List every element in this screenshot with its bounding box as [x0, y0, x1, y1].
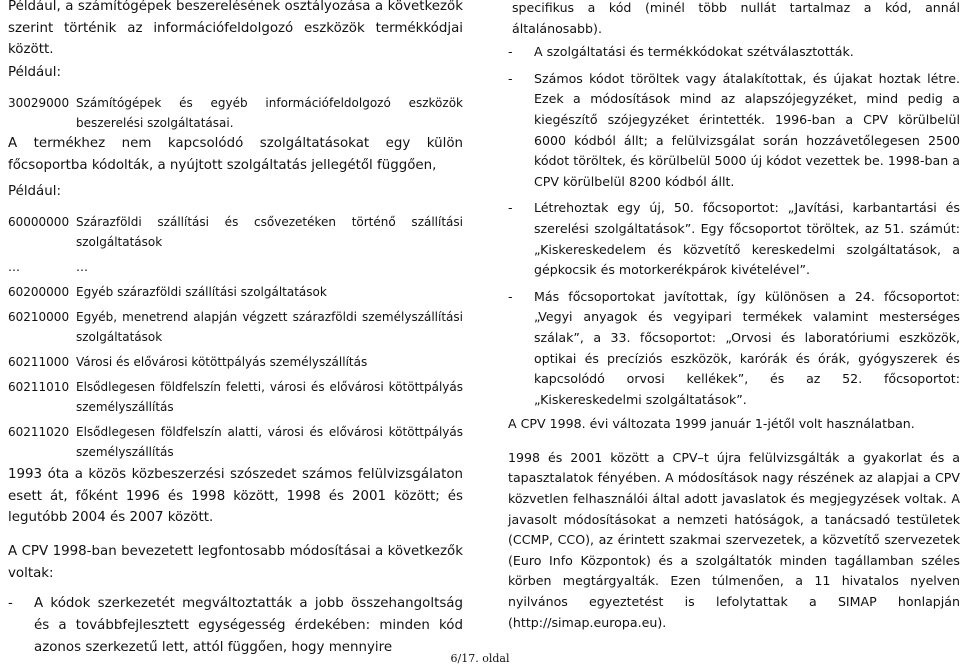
right-column — [508, 0, 960, 633]
code-row — [8, 282, 463, 302]
changes-list-left — [8, 593, 463, 659]
list-item — [8, 593, 463, 659]
list-item-text: Más főcsoportokat javítottak, így különösen a 24. főcsoportot: „Vegyi anyagok és vegyipari termékek valamint mesterséges szálak”, a 33. főcsoportot: „Orvosi és laboratóriumi eszközök, optikai és precíziós eszközök, karórák és órák, gyógyszerek és kapcsolódó orvosi kellékek”, és az 52. főcsoportot: „Kiskereskedelmi szolgáltatások”. — [534, 288, 960, 407]
code-table-1 — [8, 93, 463, 133]
dash-bullet: - — [8, 596, 13, 612]
intro-paragraph: Például, a számítógépek beszerelésének osztályozása a következők szerint történik az információfeldolgozó eszközök termékkódjai között. — [8, 0, 463, 58]
page-number: 6/17. oldal — [450, 652, 510, 665]
cpv-code: 60000000 — [8, 215, 70, 230]
code-row — [8, 352, 463, 372]
code-row — [8, 257, 463, 277]
cpv-code: 60200000 — [8, 285, 70, 300]
cpv-description: Egyéb szárazföldi szállítási szolgáltatások — [76, 285, 327, 300]
code-row — [8, 377, 463, 417]
cpv-description: Elsődlegesen földfelszín feletti, városi és elővárosi kötöttpályás személyszállítás — [76, 380, 463, 415]
cpv-description: Városi és elővárosi kötöttpályás személyszállítás — [76, 355, 368, 370]
cpv-description: … — [76, 260, 88, 275]
cpv-code: 30029000 — [8, 96, 70, 111]
continuation-text: specifikus a kód (minél több nullát tartalmaz a kód, annál általánosabb). — [512, 0, 960, 36]
code-row — [8, 422, 463, 462]
cpv-description: Szárazföldi szállítási és csővezetéken történő szállítási szolgáltatások — [76, 215, 463, 250]
paragraph-services: A termékhez nem kapcsolódó szolgáltatásokat egy külön főcsoportba kódolták, a nyújtott szolgáltatás jellegétől függően, — [8, 136, 463, 173]
cpv-description: Számítógépek és egyéb információfeldolgozó eszközök beszerelési szolgáltatásai. — [76, 96, 463, 131]
paragraph-cpv-1998: A CPV 1998. évi változata 1999 január 1-jétől volt használatban. — [508, 416, 915, 432]
dash-bullet: - — [508, 200, 513, 216]
cpv-code: 60211000 — [8, 355, 70, 370]
list-item — [508, 287, 960, 411]
code-row — [8, 307, 463, 347]
cpv-code: 60211020 — [8, 425, 70, 440]
changes-list-right — [508, 42, 960, 410]
list-item-text: A szolgáltatási és termékkódokat szétválasztották. — [534, 44, 854, 60]
list-item-text: Számos kódot töröltek vagy átalakítottak, és újakat hoztak létre. Ezek a módosítások mind az alapszójegyzéket, mind pedig a kiegészítő szójegyzéket érintették. 1996-ban a CPV körülbelül 6000 kódból állt; a felülvizsgálat során hozzávetőlegesen 2500 kódot töröltek, és körülbelül 5000 új kódot vezettek be. 1998-ban a CPV körülbelül 8200 kódból állt. — [534, 70, 960, 189]
list-item-text: A kódok szerkezetét megváltoztatták a jobb összehangoltság és a továbbfejlesztett egységesség érdekében: minden kód azonos szerkezetű lett, attól függően, hogy mennyire — [34, 596, 463, 656]
code-row — [8, 212, 463, 252]
dash-bullet: - — [508, 288, 513, 304]
cpv-code: 60211010 — [8, 380, 70, 395]
dash-bullet: - — [508, 44, 513, 60]
list-item — [508, 42, 960, 63]
paragraph-1998-changes: A CPV 1998-ban bevezetett legfontosabb módosításai a következők voltak: — [8, 543, 463, 581]
list-item — [508, 198, 960, 280]
paragraph-revisions: 1993 óta a közös közbeszerzési szószedet számos felülvizsgálaton esett át, főként 1996 és 1998 között, 1998 és 2001 között; és legutóbb 2004 és 2007 között. — [8, 467, 463, 526]
dash-bullet: - — [508, 70, 513, 86]
list-item — [508, 69, 960, 193]
left-column — [8, 0, 463, 659]
code-table-2 — [8, 212, 463, 462]
paragraph-1998-2001: 1998 és 2001 között a CPV–t újra felülvizsgálták a gyakorlat és a tapasztalatok fényében. A módosítások nagy részének az alapjai a CPV közvetlen felhasználói által adott javaslatok és megjegyzések voltak. A javasolt módosításokat a nemzeti hatóságok, a tanácsadó testületek (CCMP, CCO), az érintett szakmai szervezetek, a közvetítő szervezetek (Euro Info Központok) és a szolgáltatók minden tagállamban széles körben megtárgyalták. Ezen túlmenően, a 11 hivatalos nyelven nyilvános egyeztetést is lefolytattak a SIMAP honlapján (http://simap.europa.eu). — [508, 449, 960, 630]
example-label-1: Például: — [8, 64, 61, 80]
cpv-description: Elsődlegesen földfelszín alatti, városi és elővárosi kötöttpályás személyszállítás — [76, 425, 463, 460]
example-label-2: Például: — [8, 183, 61, 199]
code-row — [8, 93, 463, 133]
cpv-code: … — [8, 260, 20, 275]
list-item-text: Létrehoztak egy új, 50. főcsoportot: „Javítási, karbantartási és szerelési szolgáltatások”. Egy főcsoportot töröltek, az 51. számút: „Kiskereskedelem és közvetítő kereskedelmi szolgáltatások, a gépkocsik és motorkerékpárok kivételével”. — [534, 200, 960, 278]
cpv-code: 60210000 — [8, 310, 70, 325]
cpv-description: Egyéb, menetrend alapján végzett szárazföldi személyszállítási szolgáltatások — [76, 310, 463, 345]
